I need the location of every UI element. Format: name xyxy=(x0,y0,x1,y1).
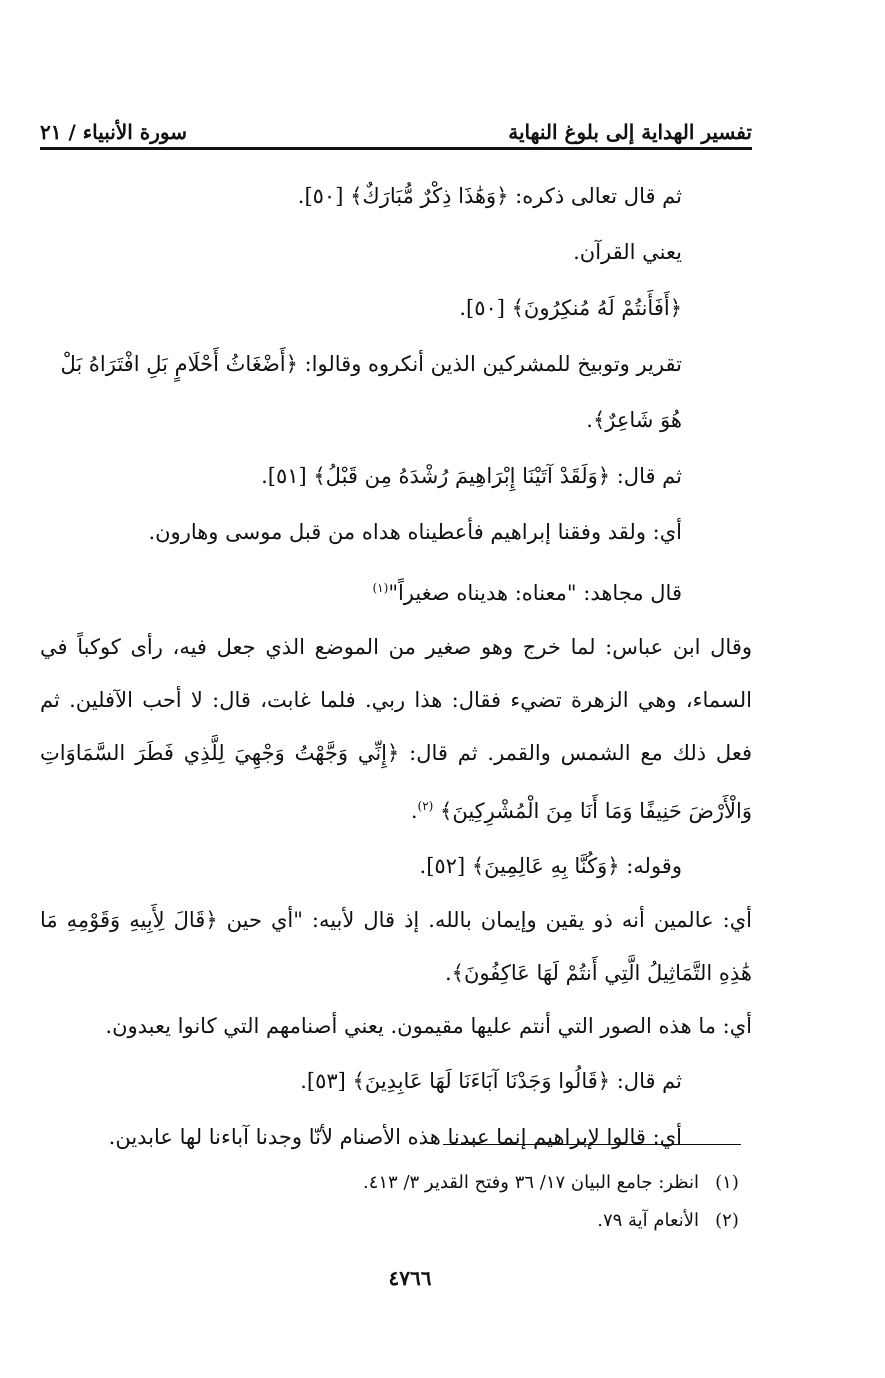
paragraph: أي: ولقد وفقنا إبراهيم فأعطيناه هداه من قبل موسى وهارون. xyxy=(148,520,682,544)
book-title: تفسير الهداية إلى بلوغ النهاية xyxy=(508,120,752,144)
paragraph: أي: ما هذه الصور التي أنتم عليها مقيمون. يعني أصنامهم التي كانوا يعبدون. xyxy=(105,1014,752,1038)
paragraph: يعني القرآن. xyxy=(573,240,682,264)
footnote-text: انظر: جامع البيان ١٧/ ٣٦ وفتح القدير ٣/ ٤١٣. xyxy=(362,1172,699,1193)
running-header xyxy=(40,104,752,144)
paragraph: أي: عالمين أنه ذو يقين وإيمان بالله. إذ قال لأبيه: "أي حين ﴿قَالَ لِأَبِيهِ وَقَوْمِهِ مَا هَٰذِهِ التَّمَاثِيلُ الَّتِي أَنتُمْ لَهَا عَاكِفُونَ﴾. xyxy=(40,908,752,985)
paragraph: أي: قالوا لإبراهيم إنما عبدنا هذه الأصنام لأنّا وجدنا آباءنا لها عابدين. xyxy=(108,1125,682,1149)
footnote-number: (٢) xyxy=(715,1210,739,1231)
footnote-number: (١) xyxy=(715,1172,739,1193)
paragraph: ثم قال تعالى ذكره: ﴿وَهَٰذَا ذِكْرٌ مُّبَارَكٌ﴾ [٥٠]. xyxy=(297,184,682,208)
footnote-mark-1: (١) xyxy=(372,581,389,595)
header-rule xyxy=(40,147,752,150)
footnote xyxy=(100,1202,745,1240)
footnote-rule xyxy=(443,1144,741,1145)
footnote-mark-2: (٢) xyxy=(417,799,434,813)
paragraph: تقرير وتوبيخ للمشركين الذين أنكروه وقالوا: ﴿أَضْغَاثُ أَحْلَامٍ بَلِ افْتَرَاهُ بَلْ هُوَ شَاعِرٌ﴾. xyxy=(60,352,682,432)
paragraph: ثم قال: ﴿وَلَقَدْ آتَيْنَا إِبْرَاهِيمَ رُشْدَهُ مِن قَبْلُ﴾ [٥١]. xyxy=(261,464,682,488)
ibn-abbas-end: . xyxy=(410,799,418,823)
paragraph: ثم قال: ﴿قَالُوا وَجَدْنَا آبَاءَنَا لَهَا عَابِدِينَ﴾ [٥٣]. xyxy=(300,1069,682,1093)
paragraph: ﴿أَفَأَنتُمْ لَهُ مُنكِرُونَ﴾ [٥٠]. xyxy=(459,296,682,320)
footnote-text: الأنعام آية ٧٩. xyxy=(597,1210,699,1231)
ibn-abbas-text: وقال ابن عباس: لما خرج وهو صغير من الموضع الذي جعل فيه، رأى كوكباً في السماء، وهي الزهرة تضيء فقال: هذا ربي. فلما غابت، قال: لا أحب الآفلين. ثم فعل ذلك مع الشمس والقمر. ثم قال: ﴿إِنِّي وَجَّهْتُ وَجْهِيَ لِلَّذِي فَطَرَ السَّمَاوَاتِ وَالْأَرْضَ حَنِيفًا وَمَا أَنَا مِنَ الْمُشْرِكِينَ﴾ xyxy=(40,635,752,823)
ibn-abbas-paragraph xyxy=(40,621,752,838)
main-text xyxy=(40,168,752,1165)
surah-label: سورة الأنبياء / ٢١ xyxy=(40,120,188,144)
footnote xyxy=(100,1164,745,1202)
footnotes xyxy=(100,1164,745,1240)
paragraph: وقوله: ﴿وَكُنَّا بِهِ عَالِمِينَ﴾ [٥٢]. xyxy=(419,854,682,878)
paragraph-with-footnote xyxy=(40,560,752,621)
mujahid-quote: قال مجاهد: "معناه: هديناه صغيراً" xyxy=(388,581,682,605)
page-number: ٤٧٦٦ xyxy=(388,1266,432,1290)
